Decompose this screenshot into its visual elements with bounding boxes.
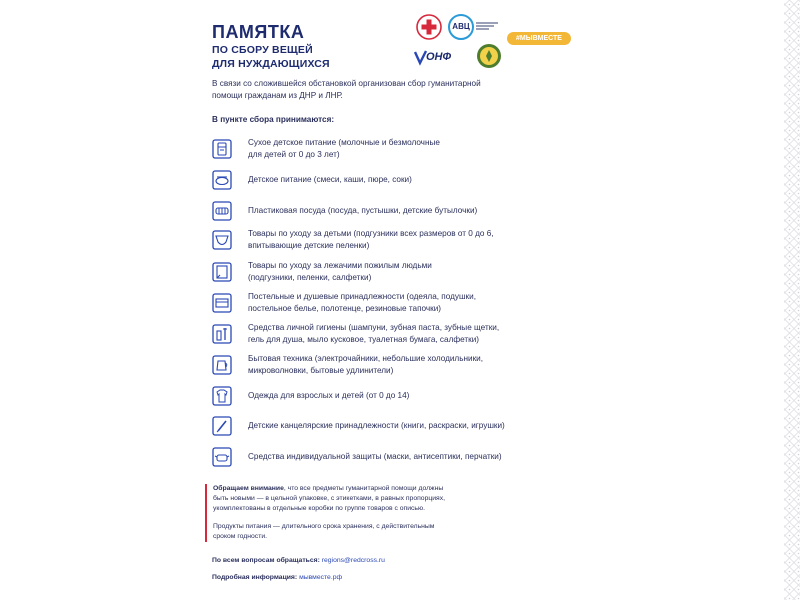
item-text-line-1: Средства индивидуальной защиты (маски, антисептики, перчатки): [248, 452, 502, 461]
food-line-1: Продукты питания — длительного срока хранения, с действительным: [213, 523, 435, 530]
notice-paragraph: [213, 484, 543, 514]
item-text-line-1: Постельные и душевые принадлежности (одеяла, подушки,: [248, 292, 476, 301]
myvmeste-badge: #МЫВМЕСТЕ: [507, 32, 571, 45]
diaper-icon: [212, 230, 232, 250]
protective-equipment-icon: [212, 447, 232, 467]
plastic-dishes-icon: [212, 201, 232, 221]
intro-line-1: В связи со сложившейся обстановкой организован сбор гуманитарной: [212, 79, 481, 88]
list-item: [212, 260, 572, 284]
intro-text: [212, 78, 582, 102]
onf-logo-icon: [414, 48, 454, 66]
contact-email-row: [212, 557, 385, 564]
stationery-icon: [212, 416, 232, 436]
item-text-line-2: впитывающие детские пеленки): [248, 241, 370, 250]
partner-logos: [412, 12, 582, 72]
contact-site-link[interactable]: мывместе.рф: [299, 574, 343, 581]
notice-line-3: укомплектованы в отдельные коробки по группе товаров с описью.: [213, 505, 425, 512]
baby-food-icon: [212, 170, 232, 190]
item-text-line-2: гель для душа, мыло кусковое, туалетная бумага, салфетки): [248, 335, 479, 344]
list-item: [212, 168, 572, 192]
onf-logo-text: ОНФ: [426, 51, 452, 63]
avc-logo-icon: [448, 14, 474, 40]
food-paragraph: [213, 522, 543, 542]
list-item: [212, 291, 572, 315]
notice-bold: Обращаем внимание: [213, 485, 284, 492]
item-text-line-2: (подгузники, пеленки, салфетки): [248, 273, 372, 282]
item-text-line-2: для детей от 0 до 3 лет): [248, 150, 340, 159]
item-text-line-1: Средства личной гигиены (шампуни, зубная паста, зубные щетки,: [248, 323, 500, 332]
bedding-icon: [212, 293, 232, 313]
appliance-icon: [212, 355, 232, 375]
list-item: [212, 384, 572, 408]
list-item: [212, 445, 572, 469]
item-text-line-1: Бытовая техника (электрочайники, небольшие холодильники,: [248, 354, 483, 363]
title-block: [212, 21, 330, 71]
item-text-line-1: Товары по уходу за лежачими пожилым людьми: [248, 261, 432, 270]
list-item: [212, 353, 572, 377]
item-text-line-1: Товары по уходу за детьми (подгузники всех размеров от 0 до 6,: [248, 229, 494, 238]
avc-logo-text: АВЦ: [452, 22, 470, 31]
decorative-pattern: [587, 0, 800, 600]
subtitle-line-2: ДЛЯ НУЖДАЮЩИХСЯ: [212, 58, 330, 70]
item-text-line-1: Детские канцелярские принадлежности (книги, раскраски, игрушки): [248, 421, 505, 430]
notice-line-1: , что все предметы гуманитарной помощи должны: [283, 485, 444, 492]
list-item: [212, 414, 572, 438]
list-item: [212, 199, 572, 223]
item-text-line-1: Сухое детское питание (молочные и безмолочные: [248, 138, 440, 147]
avc-logo-caption-icon: [476, 21, 498, 31]
red-cross-logo-icon: [416, 14, 442, 40]
list-item: [212, 228, 572, 252]
food-line-2: сроком годности.: [213, 533, 268, 540]
contact-info-row: [212, 574, 342, 581]
contact-email-link[interactable]: regions@redcross.ru: [321, 557, 385, 564]
items-heading: В пункте сбора принимаются:: [212, 115, 335, 124]
baby-formula-icon: [212, 139, 232, 159]
page-title: ПАМЯТКА: [212, 22, 305, 42]
list-item: [212, 137, 572, 161]
contact-email-label: По всем вопросам обращаться:: [212, 557, 320, 564]
clothes-icon: [212, 386, 232, 406]
intro-line-2: помощи гражданам из ДНР и ЛНР.: [212, 91, 343, 100]
emblem-logo-icon: [476, 43, 502, 69]
subtitle-line-1: ПО СБОРУ ВЕЩЕЙ: [212, 44, 313, 56]
notice-line-2: быть новыми — в цельной упаковке, с этикетками, в равных пропорциях,: [213, 495, 446, 502]
elderly-care-icon: [212, 262, 232, 282]
item-text-line-1: Детское питание (смеси, каши, пюре, соки): [248, 175, 412, 184]
item-text-line-1: Одежда для взрослых и детей (от 0 до 14): [248, 391, 410, 400]
contact-info-label: Подробная информация:: [212, 574, 298, 581]
item-text-line-1: Пластиковая посуда (посуда, пустышки, детские бутылочки): [248, 206, 478, 215]
list-item: [212, 322, 572, 346]
item-text-line-2: микроволновки, бытовые удлинители): [248, 366, 394, 375]
item-text-line-2: постельное белье, полотенце, резиновые тапочки): [248, 304, 442, 313]
hygiene-icon: [212, 324, 232, 344]
notice-block: [205, 484, 543, 542]
